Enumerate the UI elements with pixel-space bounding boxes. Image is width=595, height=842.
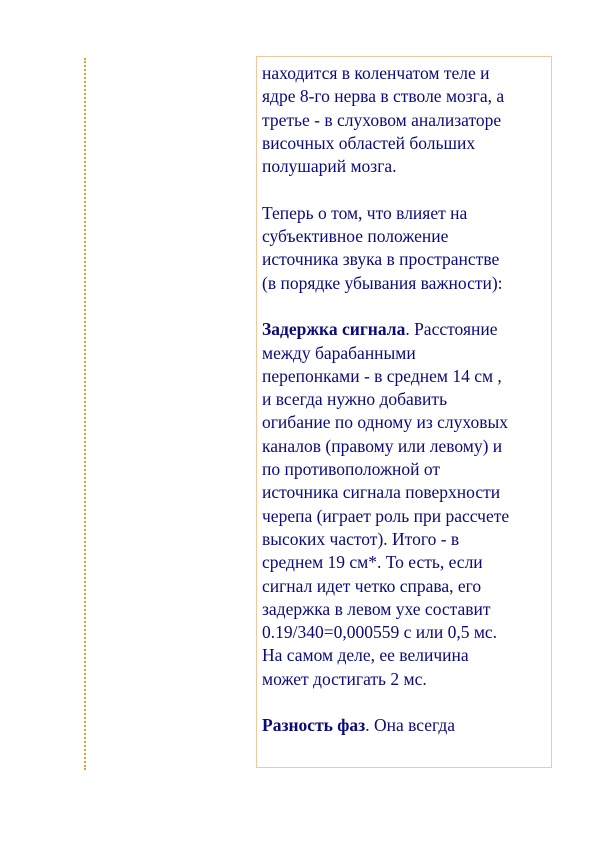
text-line: черепа (играет роль при рассчете bbox=[262, 505, 510, 526]
text-line: субъективное положение bbox=[262, 226, 449, 247]
text-run: . Она всегда bbox=[365, 715, 455, 736]
text-line: каналов (правому или левому) и bbox=[262, 435, 503, 456]
text-line: и всегда нужно добавить bbox=[262, 389, 448, 410]
text-line bbox=[262, 318, 548, 341]
text-line bbox=[262, 714, 548, 737]
text-line: задержка в левом ухе составит bbox=[262, 598, 491, 619]
section-heading: Задержка сигнала bbox=[262, 319, 406, 340]
text-line: перепонками - в среднем 14 см , bbox=[262, 365, 502, 386]
paragraph-gap bbox=[262, 691, 548, 714]
text-line: Теперь о том, что влияет на bbox=[262, 202, 468, 223]
text-line: третье - в слуховом анализаторе bbox=[262, 109, 502, 130]
text-line: 0.19/340=0,000559 с или 0,5 мс. bbox=[262, 622, 498, 643]
text-column bbox=[262, 62, 548, 738]
text-line: находится в коленчатом теле и bbox=[262, 63, 490, 83]
text-line: ядре 8-го нерва в стволе мозга, а bbox=[262, 86, 505, 107]
text-line: по противоположной от bbox=[262, 459, 441, 480]
paragraph-gap bbox=[262, 295, 548, 318]
section-heading: Разность фаз bbox=[262, 715, 366, 736]
text-line: На самом деле, ее величина bbox=[262, 645, 469, 666]
text-line: среднем 19 см*. То есть, если bbox=[262, 552, 483, 573]
text-line: височных областей больших bbox=[262, 132, 476, 153]
text-line: сигнал идет четко справа, его bbox=[262, 575, 482, 596]
text-run: . Расстояние bbox=[405, 319, 498, 340]
text-line: источника звука в пространстве bbox=[262, 249, 500, 270]
margin-dotted-line bbox=[84, 58, 86, 770]
text-line: огибание по одному из слуховых bbox=[262, 412, 508, 433]
text-line: может достигать 2 мс. bbox=[262, 668, 427, 689]
text-line: полушарий мозга. bbox=[262, 156, 397, 177]
text-line: между барабанными bbox=[262, 342, 416, 363]
text-line: высоких частот). Итого - в bbox=[262, 528, 460, 549]
text-line: (в порядке убывания важности): bbox=[262, 272, 503, 293]
text-line: источника сигнала поверхности bbox=[262, 482, 501, 503]
paragraph-gap bbox=[262, 178, 548, 201]
